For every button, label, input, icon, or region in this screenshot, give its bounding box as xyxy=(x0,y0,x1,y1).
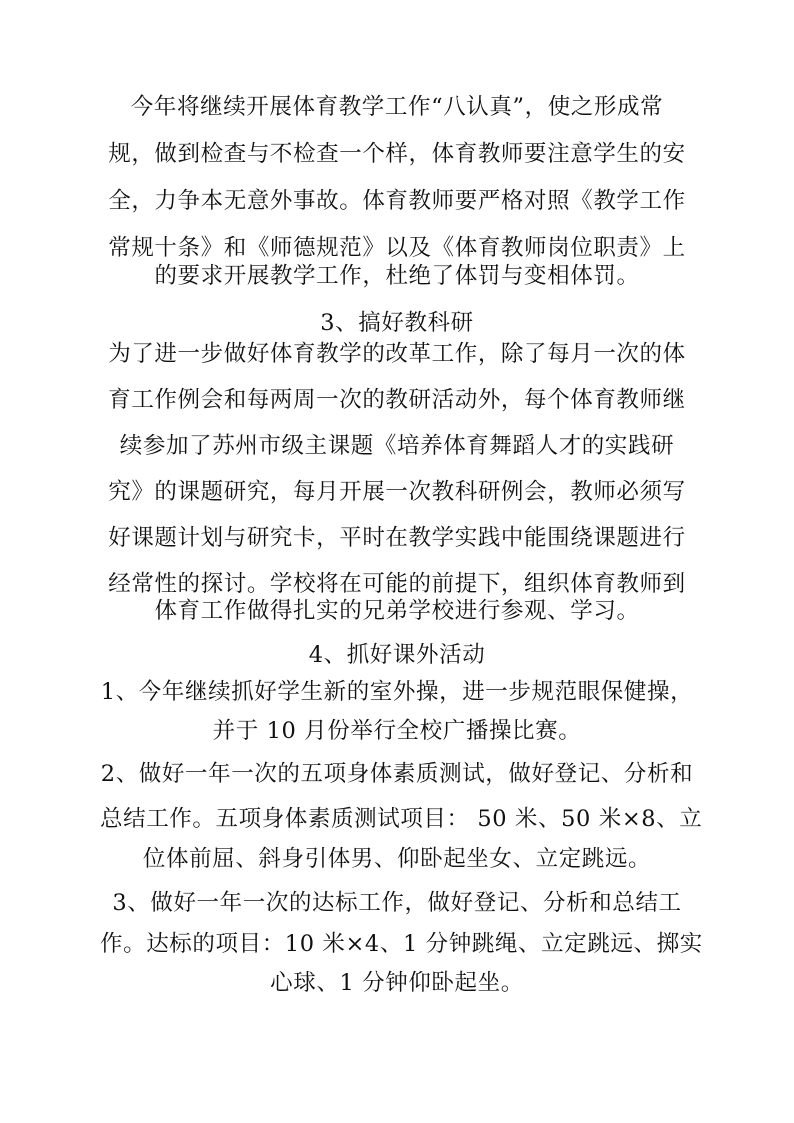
text-line: 体育工作做得扎实的兄弟学校进行参观、学习。 xyxy=(154,598,640,624)
list-item: 3、做好一年一次的达标工作，做好登记、分析和总结工 xyxy=(112,890,682,916)
list-item: 并于 10 月份举行全校广播操比赛。 xyxy=(212,718,582,744)
text-line: 经常性的探讨。学校将在可能的前提下，组织体育教师到 xyxy=(108,571,686,597)
text-line: 续参加了苏州市级主课题《培养体育舞蹈人才的实践研 xyxy=(119,433,675,459)
list-item: 位体前屈、斜身引体男、仰卧起坐女、立定跳远。 xyxy=(142,846,652,872)
list-item: 作。达标的项目：10 米×4、1 分钟跳绳、立定跳远、掷实 xyxy=(100,931,703,957)
list-item: 2、做好一年一次的五项身体素质测试，做好登记、分析和 xyxy=(100,761,694,787)
text-line: 规，做到检查与不检查一个样，体育教师要注意学生的安 xyxy=(108,141,686,167)
list-item: 1、今年继续抓好学生新的室外操，进一步规范眼保健操， xyxy=(100,679,694,705)
text-line: 全，力争本无意外事故。体育教师要严格对照《教学工作 xyxy=(108,188,686,214)
section-heading: 4、抓好课外活动 xyxy=(308,642,486,668)
text-line: 常规十条》和《师德规范》以及《体育教师岗位职责》上 xyxy=(108,235,686,261)
text-line: 好课题计划与研究卡，平时在教学实践中能围绕课题进行 xyxy=(108,525,686,551)
text-line: 育工作例会和每两周一次的教研活动外，每个体育教师继 xyxy=(108,387,686,413)
text-line: 究》的课题研究，每月开展一次教科研例会，教师必须写 xyxy=(108,479,686,505)
list-item: 总结工作。五项身体素质测试项目： 50 米、50 米×8、立 xyxy=(100,806,703,832)
text-line: 今年将继续开展体育教学工作“八认真”，使之形成常 xyxy=(130,94,664,120)
text-line: 的要求开展教学工作，杜绝了体罚与变相体罚。 xyxy=(154,263,640,289)
text-line: 为了进一步做好体育教学的改革工作，除了每月一次的体 xyxy=(108,341,686,367)
section-heading: 3、搞好教科研 xyxy=(320,310,474,336)
list-item: 心球、1 分钟仰卧起坐。 xyxy=(270,970,524,996)
